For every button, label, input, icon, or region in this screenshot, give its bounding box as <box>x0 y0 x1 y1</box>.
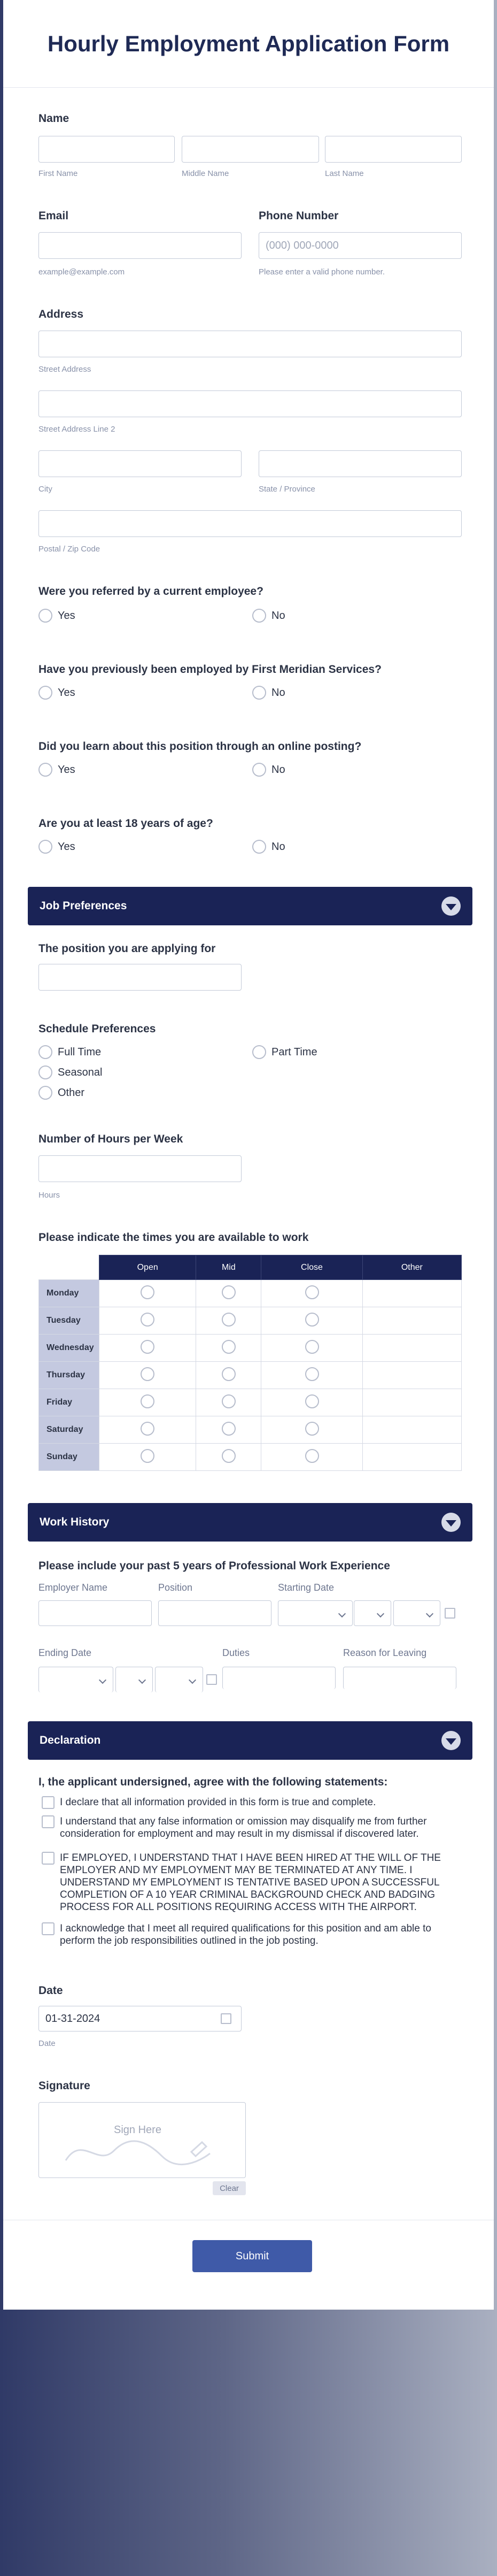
radio-circle[interactable] <box>38 609 52 623</box>
state-input[interactable] <box>259 450 462 477</box>
radio-circle[interactable] <box>141 1313 154 1327</box>
form-header <box>3 0 494 88</box>
radio-circle[interactable] <box>305 1449 319 1463</box>
radio-circle[interactable] <box>141 1422 154 1436</box>
date-value: 01-31-2024 <box>45 2012 100 2025</box>
option-label: No <box>271 686 285 699</box>
collapse-toggle-icon[interactable] <box>441 896 461 916</box>
checkbox[interactable] <box>42 1815 55 1828</box>
job-preferences-title: Job Preferences <box>40 900 127 912</box>
radio-circle[interactable] <box>38 1045 52 1059</box>
start-month-select[interactable] <box>278 1600 353 1626</box>
matrix-cell[interactable] <box>196 1307 261 1335</box>
schedule-full-time-option[interactable] <box>38 1045 101 1059</box>
radio-circle[interactable] <box>38 1086 52 1100</box>
signature-scribble-icon <box>39 2103 246 2179</box>
hours-sublabel: Hours <box>38 1191 60 1200</box>
radio-circle[interactable] <box>38 686 52 700</box>
matrix-cell[interactable] <box>261 1416 362 1444</box>
radio-circle[interactable] <box>222 1449 236 1463</box>
option-label: No <box>271 609 285 622</box>
schedule-seasonal-option[interactable] <box>38 1065 102 1079</box>
matrix-cell[interactable] <box>196 1416 261 1444</box>
matrix-cell[interactable] <box>196 1280 261 1307</box>
availability-matrix <box>38 1255 462 1471</box>
calendar-icon[interactable] <box>206 1674 217 1685</box>
radio-circle[interactable] <box>38 840 52 854</box>
matrix-cell[interactable] <box>99 1444 196 1471</box>
col-position: Position <box>158 1582 193 1593</box>
online-posting-yes-option[interactable] <box>38 763 75 777</box>
matrix-col-close: Close <box>261 1255 362 1280</box>
matrix-cell[interactable] <box>261 1280 362 1307</box>
table-row <box>39 1280 462 1307</box>
question-previously-employed-label: Have you previously been employed by First Meridian Services? <box>38 663 382 676</box>
declaration-intro: I, the applicant undersigned, agree with the following statements: <box>38 1776 388 1788</box>
matrix-cell[interactable] <box>261 1335 362 1362</box>
date-label: Date <box>38 1984 63 1997</box>
middle-name-input[interactable] <box>182 136 319 163</box>
position-input[interactable] <box>38 964 242 991</box>
name-field-group <box>38 112 462 125</box>
radio-circle[interactable] <box>305 1313 319 1327</box>
email-label: Email <box>38 210 69 222</box>
name-label: Name <box>38 112 69 125</box>
question-referred-label: Were you referred by a current employee? <box>38 585 263 597</box>
matrix-cell[interactable] <box>261 1444 362 1471</box>
online-posting-no-option[interactable] <box>252 763 285 777</box>
col-employer-name: Employer Name <box>38 1582 108 1593</box>
date-input[interactable] <box>38 2006 242 2031</box>
first-name-input[interactable] <box>38 136 175 163</box>
radio-circle[interactable] <box>222 1367 236 1381</box>
declaration-text: I declare that all information provided in this form is true and complete. <box>60 1797 376 1808</box>
duties-input[interactable] <box>222 1667 336 1689</box>
start-day-select[interactable] <box>354 1600 391 1626</box>
job-preferences-header[interactable] <box>28 887 472 925</box>
matrix-row-label: Sunday <box>39 1444 99 1471</box>
matrix-cell-other[interactable] <box>362 1416 461 1444</box>
schedule-label: Schedule Preferences <box>38 1023 156 1035</box>
employer-name-input[interactable] <box>38 1600 152 1626</box>
signature-placeholder: Sign Here <box>114 2124 161 2136</box>
radio-circle[interactable] <box>141 1285 154 1299</box>
declaration-text: I understand that any false information or omission may disqualify me from further consideration for employment and may result in my dismissal if discovered later. <box>60 1816 427 1839</box>
calendar-icon[interactable] <box>221 2013 231 2024</box>
city-input[interactable] <box>38 450 242 477</box>
zip-input[interactable] <box>38 510 462 537</box>
previously-employed-no-option[interactable] <box>252 686 285 700</box>
matrix-cell[interactable] <box>99 1362 196 1389</box>
col-duties: Duties <box>222 1647 250 1658</box>
middle-name-sublabel: Middle Name <box>182 169 229 178</box>
matrix-row-label: Saturday <box>39 1416 99 1444</box>
col-ending-date: Ending Date <box>38 1647 92 1658</box>
signature-label: Signature <box>38 2080 90 2092</box>
radio-circle[interactable] <box>252 686 266 700</box>
referred-yes-option[interactable] <box>38 609 75 623</box>
matrix-cell-other[interactable] <box>362 1389 461 1416</box>
end-day-select[interactable] <box>115 1667 153 1692</box>
option-label: No <box>271 840 285 853</box>
availability-label: Please indicate the times you are available to work <box>38 1231 309 1244</box>
matrix-cell[interactable] <box>196 1444 261 1471</box>
matrix-cell[interactable] <box>261 1307 362 1335</box>
age-no-option[interactable] <box>252 840 285 854</box>
matrix-cell[interactable] <box>196 1362 261 1389</box>
option-label: Yes <box>58 840 75 853</box>
radio-circle[interactable] <box>252 609 266 623</box>
start-year-select[interactable] <box>393 1600 440 1626</box>
matrix-row-label: Thursday <box>39 1362 99 1389</box>
last-name-input[interactable] <box>325 136 462 163</box>
radio-circle[interactable] <box>305 1340 319 1354</box>
option-label: Yes <box>58 763 75 776</box>
phone-input[interactable]: (000) 000-0000 <box>259 232 462 259</box>
radio-circle[interactable] <box>141 1367 154 1381</box>
radio-circle[interactable] <box>141 1340 154 1354</box>
option-label: Yes <box>58 609 75 622</box>
matrix-row-label: Friday <box>39 1389 99 1416</box>
position-history-input[interactable] <box>158 1600 271 1626</box>
option-label: Seasonal <box>58 1066 103 1078</box>
signature-pad[interactable] <box>38 2102 246 2178</box>
street-address-sublabel: Street Address <box>38 365 91 374</box>
age-yes-option[interactable] <box>38 840 75 854</box>
matrix-header-row <box>39 1255 462 1280</box>
hours-label: Number of Hours per Week <box>38 1133 183 1145</box>
collapse-toggle-icon[interactable] <box>441 1731 461 1750</box>
table-row <box>39 1389 462 1416</box>
previously-employed-yes-option[interactable] <box>38 686 75 700</box>
option-label: No <box>271 763 285 776</box>
phone-label: Phone Number <box>259 210 339 222</box>
radio-circle[interactable] <box>222 1340 236 1354</box>
reason-leaving-input[interactable] <box>343 1667 456 1689</box>
table-row <box>39 1362 462 1389</box>
matrix-row-label: Monday <box>39 1280 99 1307</box>
first-name-sublabel: First Name <box>38 169 78 178</box>
radio-circle[interactable] <box>141 1449 154 1463</box>
radio-circle[interactable] <box>38 763 52 777</box>
referred-no-option[interactable] <box>252 609 285 623</box>
option-label: Other <box>58 1086 85 1099</box>
matrix-row-label: Wednesday <box>39 1335 99 1362</box>
form-title: Hourly Employment Application Form <box>47 30 450 56</box>
street-address-input[interactable] <box>38 331 462 357</box>
state-sublabel: State / Province <box>259 485 315 494</box>
option-label: Part Time <box>271 1046 317 1058</box>
end-year-select[interactable] <box>155 1667 203 1692</box>
matrix-cell[interactable] <box>99 1335 196 1362</box>
declaration-item[interactable] <box>42 1815 448 1840</box>
collapse-toggle-icon[interactable] <box>441 1513 461 1532</box>
submit-button[interactable]: Submit <box>192 2240 312 2272</box>
date-sublabel: Date <box>38 2039 56 2048</box>
matrix-cell[interactable] <box>99 1416 196 1444</box>
work-history-title: Work History <box>40 1516 110 1528</box>
declaration-header[interactable] <box>28 1721 472 1760</box>
radio-circle[interactable] <box>222 1285 236 1299</box>
radio-circle[interactable] <box>305 1422 319 1436</box>
matrix-cell-other[interactable] <box>362 1307 461 1335</box>
radio-circle[interactable] <box>305 1394 319 1408</box>
matrix-cell[interactable] <box>99 1280 196 1307</box>
matrix-cell[interactable] <box>196 1335 261 1362</box>
radio-circle[interactable] <box>305 1285 319 1299</box>
radio-circle[interactable] <box>252 1045 266 1059</box>
position-label: The position you are applying for <box>38 942 216 955</box>
calendar-icon[interactable] <box>445 1608 455 1619</box>
radio-circle[interactable] <box>38 1065 52 1079</box>
matrix-col-mid: Mid <box>196 1255 261 1280</box>
matrix-cell[interactable] <box>99 1389 196 1416</box>
end-month-select[interactable] <box>38 1667 113 1692</box>
radio-circle[interactable] <box>222 1422 236 1436</box>
question-age-label: Are you at least 18 years of age? <box>38 817 213 830</box>
street-address-2-sublabel: Street Address Line 2 <box>38 425 115 434</box>
table-row <box>39 1335 462 1362</box>
city-sublabel: City <box>38 485 52 494</box>
table-row <box>39 1444 462 1471</box>
table-row <box>39 1307 462 1335</box>
work-history-intro: Please include your past 5 years of Professional Work Experience <box>38 1560 390 1572</box>
option-label: Full Time <box>58 1046 102 1058</box>
col-reason-leaving: Reason for Leaving <box>343 1647 427 1658</box>
last-name-sublabel: Last Name <box>325 169 364 178</box>
question-online-posting-label: Did you learn about this position through an online posting? <box>38 740 362 753</box>
radio-circle[interactable] <box>222 1394 236 1408</box>
matrix-cell[interactable] <box>261 1362 362 1389</box>
checkbox[interactable] <box>42 1922 55 1935</box>
declaration-item[interactable] <box>42 1852 448 1913</box>
matrix-cell-other[interactable] <box>362 1362 461 1389</box>
declaration-item[interactable] <box>42 1796 448 1809</box>
matrix-cell-other[interactable] <box>362 1444 461 1471</box>
work-history-header[interactable] <box>28 1503 472 1542</box>
matrix-row-label: Tuesday <box>39 1307 99 1335</box>
zip-sublabel: Postal / Zip Code <box>38 545 100 554</box>
checkbox[interactable] <box>42 1796 55 1809</box>
hours-input[interactable] <box>38 1155 242 1182</box>
radio-circle[interactable] <box>305 1367 319 1381</box>
matrix-col-other: Other <box>362 1255 461 1280</box>
checkbox[interactable] <box>42 1852 55 1865</box>
declaration-title: Declaration <box>40 1734 101 1746</box>
declaration-text: IF EMPLOYED, I UNDERSTAND THAT I HAVE BEEN HIRED AT THE WILL OF THE EMPLOYER AND MY EMPLOYMENT MAY BE TERMINATED AT ANY TIME. I UNDERSTAND MY EMPLOYMENT IS TENTATIVE BASED UPON A SUCCESSFUL COMPLETION OF A 10 YEAR CRIMINAL BACKGROUND CHECK AND BADGING PROCESS FOR ALL POSITIONS REQUIRING ACCESS WITH THE AIRPORT. <box>60 1852 441 1913</box>
declaration-text: I acknowledge that I meet all required qualifications for this position and am able to perform the job responsibilities outlined in the job posting. <box>60 1923 431 1946</box>
matrix-cell[interactable] <box>99 1307 196 1335</box>
radio-circle[interactable] <box>222 1313 236 1327</box>
application-form <box>3 0 494 2310</box>
matrix-cell[interactable] <box>196 1389 261 1416</box>
email-sublabel: example@example.com <box>38 267 125 277</box>
matrix-corner <box>39 1255 99 1280</box>
phone-sublabel: Please enter a valid phone number. <box>259 267 385 277</box>
matrix-cell-other[interactable] <box>362 1335 461 1362</box>
matrix-cell-other[interactable] <box>362 1280 461 1307</box>
address-label: Address <box>38 308 84 320</box>
declaration-item[interactable] <box>42 1922 448 1947</box>
col-starting-date: Starting Date <box>278 1582 335 1593</box>
radio-circle[interactable] <box>252 763 266 777</box>
schedule-part-time-option[interactable] <box>252 1045 317 1059</box>
table-row <box>39 1416 462 1444</box>
schedule-other-option[interactable] <box>38 1086 84 1100</box>
matrix-cell[interactable] <box>261 1389 362 1416</box>
clear-signature-button[interactable]: Clear <box>213 2181 246 2195</box>
option-label: Yes <box>58 686 75 699</box>
street-address-2-input[interactable] <box>38 390 462 417</box>
email-input[interactable] <box>38 232 242 259</box>
radio-circle[interactable] <box>141 1394 154 1408</box>
radio-circle[interactable] <box>252 840 266 854</box>
matrix-col-open: Open <box>99 1255 196 1280</box>
